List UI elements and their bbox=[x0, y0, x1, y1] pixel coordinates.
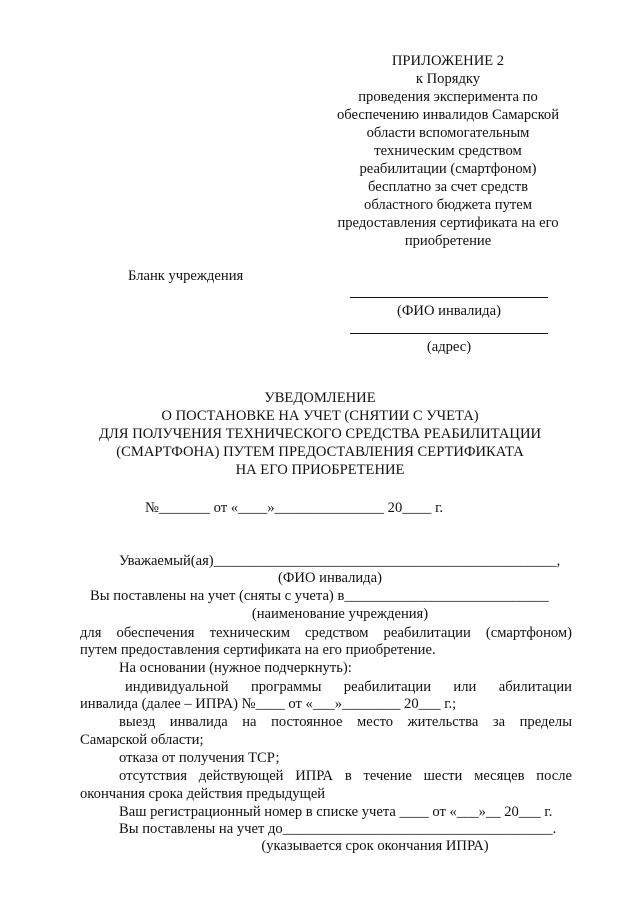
basis-option-departure: выезд инвалида на постоянное место жительства за пределы bbox=[119, 714, 572, 730]
basis-option-refusal: отказа от получения ТСР; bbox=[119, 750, 280, 766]
appendix-line: техническим средством bbox=[374, 143, 522, 159]
appendix-line: проведения эксперимента по bbox=[358, 89, 538, 105]
appendix-line: бесплатно за счет средств bbox=[367, 179, 529, 195]
registered-until-line: Вы поставлены на учет до_____________________________________. bbox=[119, 821, 557, 837]
basis-line: На основании (нужное подчеркнуть): bbox=[119, 660, 352, 676]
notice-subtitle: ДЛЯ ПОЛУЧЕНИЯ ТЕХНИЧЕСКОГО СРЕДСТВА РЕАБИЛИТАЦИИ bbox=[98, 426, 542, 442]
purpose-line: путем предоставления сертификата на его приобретение. bbox=[80, 642, 436, 658]
appendix-line: обеспечению инвалидов Самарской bbox=[336, 107, 560, 123]
basis-option-departure: Самарской области; bbox=[80, 732, 204, 748]
notice-title: УВЕДОМЛЕНИЕ bbox=[264, 390, 376, 406]
recipient-fio-line bbox=[350, 297, 548, 298]
appendix-line: предоставления сертификата на его bbox=[337, 215, 559, 231]
registered-line: Вы поставлены на учет (сняты с учета) в____________________________ bbox=[90, 588, 549, 604]
letterhead-label: Бланк учреждения bbox=[128, 268, 244, 284]
purpose-line: для обеспечения техническим средством реабилитации (смартфоном) bbox=[80, 625, 572, 641]
expiry-caption: (указывается срок окончания ИПРА) bbox=[261, 838, 489, 854]
appendix-line: областного бюджета путем bbox=[364, 197, 532, 213]
basis-option-ipra-details: инвалида (далее – ИПРА) №____ от «___»________ 20___ г.; bbox=[80, 696, 457, 712]
recipient-fio-caption: (ФИО инвалида) bbox=[397, 303, 501, 319]
institution-caption: (наименование учреждения) bbox=[251, 606, 429, 622]
registration-number-line: Ваш регистрационный номер в списке учета ____ от «___»__ 20___ г. bbox=[119, 804, 553, 820]
notice-subtitle: НА ЕГО ПРИОБРЕТЕНИЕ bbox=[235, 462, 405, 478]
appendix-line: ПРИЛОЖЕНИЕ 2 bbox=[391, 53, 505, 69]
basis-option-absence: отсутствия действующей ИПРА в течение шести месяцев после bbox=[119, 768, 572, 784]
notice-number-date: №_______ от «____»_______________ 20____ г. bbox=[145, 500, 444, 516]
salutation: Уважаемый(ая)_______________________________________________, bbox=[119, 553, 561, 569]
appendix-line: области вспомогательным bbox=[366, 125, 530, 141]
notice-subtitle: (СМАРТФОНА) ПУТЕМ ПРЕДОСТАВЛЕНИЯ СЕРТИФИКАТА bbox=[116, 444, 524, 460]
notice-subtitle: О ПОСТАНОВКЕ НА УЧЕТ (СНЯТИИ С УЧЕТА) bbox=[161, 408, 479, 424]
appendix-header bbox=[330, 52, 566, 250]
salutation-caption: (ФИО инвалида) bbox=[278, 570, 382, 586]
basis-option-absence: окончания срока действия предыдущей bbox=[80, 786, 326, 802]
recipient-address-caption: (адрес) bbox=[426, 339, 472, 355]
appendix-line: приобретение bbox=[404, 233, 492, 249]
basis-option-ipra: индивидуальной программы реабилитации или абилитации bbox=[125, 679, 572, 695]
appendix-line: реабилитации (смартфоном) bbox=[359, 161, 537, 177]
appendix-line: к Порядку bbox=[415, 71, 481, 87]
recipient-address-line bbox=[350, 333, 548, 334]
